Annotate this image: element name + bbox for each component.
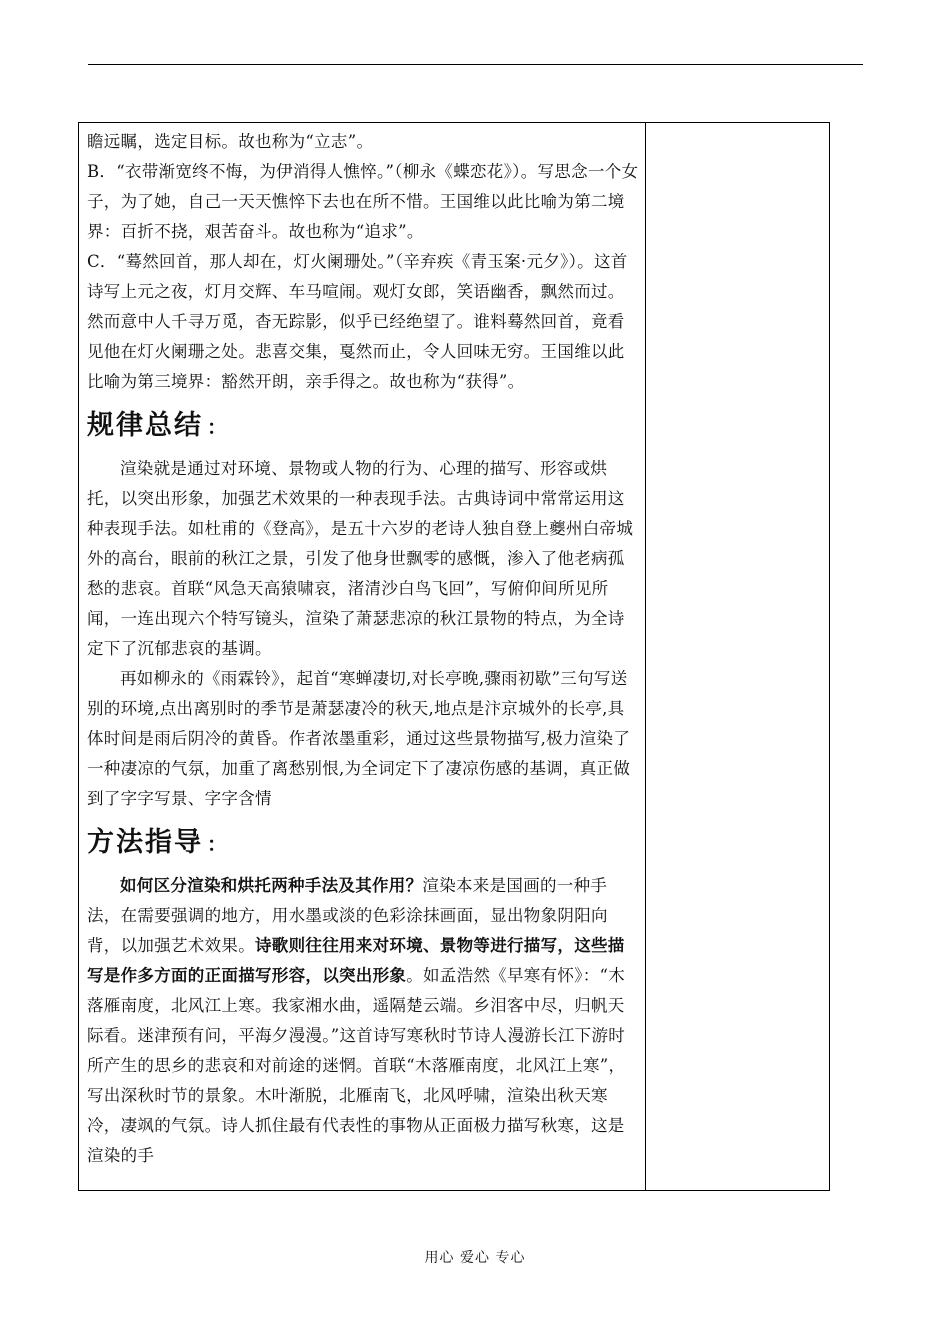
paragraph-rendering-definition: 渲染就是通过对环境、景物或人物的行为、心理的描写、形容或烘托，以突出形象，加强艺术效果的一种表现手法。古典诗词中常常运用这种表现手法。如杜甫的《登高》，是五十六岁的老诗人独自登上夔州白帝城外的高台，眼前的秋江之景，引发了他身世飘零的感慨，渗入了他老病孤愁的悲哀。首联“风急天高猿啸哀，渚清沙白鸟飞回”，写俯仰间所见所闻，一连出现六个特写镜头，渲染了萧瑟悲凉的秋江景物的特点，为全诗定下了沉郁悲哀的基调。: [87, 459, 634, 658]
heading-method-guide-text: 方法指导: [87, 827, 203, 858]
heading-method-guide: [87, 818, 639, 869]
method-text-1: 渲染本来是国画的一种手法，在需要强调的地方，用水墨或淡的色彩涂抹画面，显出物象阴阳向背，以加强艺术效果。: [87, 876, 608, 955]
column-divider: [645, 123, 646, 1190]
paragraph-second-realm: B．“衣带渐宽终不悔，为伊消得人憔悴。”（柳永《蝶恋花》）。写思念一个女子，为了她，自己一天天憔悴下去也在所不惜。王国维以此比喻为第二境界：百折不挠，艰苦奋斗。故也称为“追求”。: [87, 162, 639, 241]
method-emphasis: 诗歌则往往用来对环境、景物等进行描写，这些描写是作多方面的正面描写形容，以突出形象: [87, 936, 625, 985]
paragraph-method: [87, 871, 639, 1171]
paragraph-third-realm: C．“蓦然回首，那人却在，灯火阑珊处。”（辛弃疾《青玉案·元夕》）。这首诗写上元之夜，灯月交辉、车马喧闹。观灯女郎，笑语幽香，飘然而过。然而意中人千寻万觅，杳无踪影，似乎已经绝望了。谁料蓦然回首，竟看见他在灯火阑珊之处。悲喜交集，戛然而止，令人回味无穷。王国维以此比喻为第三境界：豁然开朗，亲手得之。故也称为“获得”。: [87, 252, 628, 391]
heading-rule-summary: [87, 401, 639, 452]
paragraph-first-realm-end: 瞻远瞩，选定目标。故也称为“立志”。: [87, 132, 374, 151]
content-table: [78, 122, 830, 1191]
main-cell: [87, 127, 639, 1171]
heading-rule-summary-text: 规律总结: [87, 410, 203, 441]
header-rule: [88, 64, 863, 65]
heading-rule-summary-colon: ：: [207, 415, 229, 439]
method-text-2: 。如孟浩然《早寒有怀》：“木落雁南度，北风江上寒。我家湘水曲，遥隔楚云端。乡泪客中尽，归帆天际看。迷津预有问，平海夕漫漫。”这首诗写寒秋时节诗人漫游长江下游时所产生的思乡的悲哀和对前途的迷惘。首联“木落雁南度，北风江上寒”，写出深秋时节的景象。木叶渐脱，北雁南飞，北风呼啸，渲染出秋天寒冷，凄飒的气氛。诗人抓住最有代表性的事物从正面极力描写秋寒，这是渲染的手: [87, 966, 626, 1165]
heading-method-guide-colon: ：: [207, 832, 229, 856]
paragraph-yulinling-example: 再如柳永的《雨霖铃》，起首“寒蝉凄切,对长亭晚,骤雨初歇”三句写送别的环境,点出离别时的季节是萧瑟凄冷的秋天,地点是汴京城外的长亭,具体时间是雨后阴冷的黄昏。作者浓墨重彩，通过这些景物描写,极力渲染了一种凄凉的气氛，加重了离愁别恨,为全词定下了凄凉伤感的基调，真正做到了字字写景、字字含情: [87, 669, 631, 808]
method-question: 如何区分渲染和烘托两种手法及其作用？: [120, 876, 423, 895]
page-footer: 用心 爱心 专心: [424, 1250, 526, 1266]
